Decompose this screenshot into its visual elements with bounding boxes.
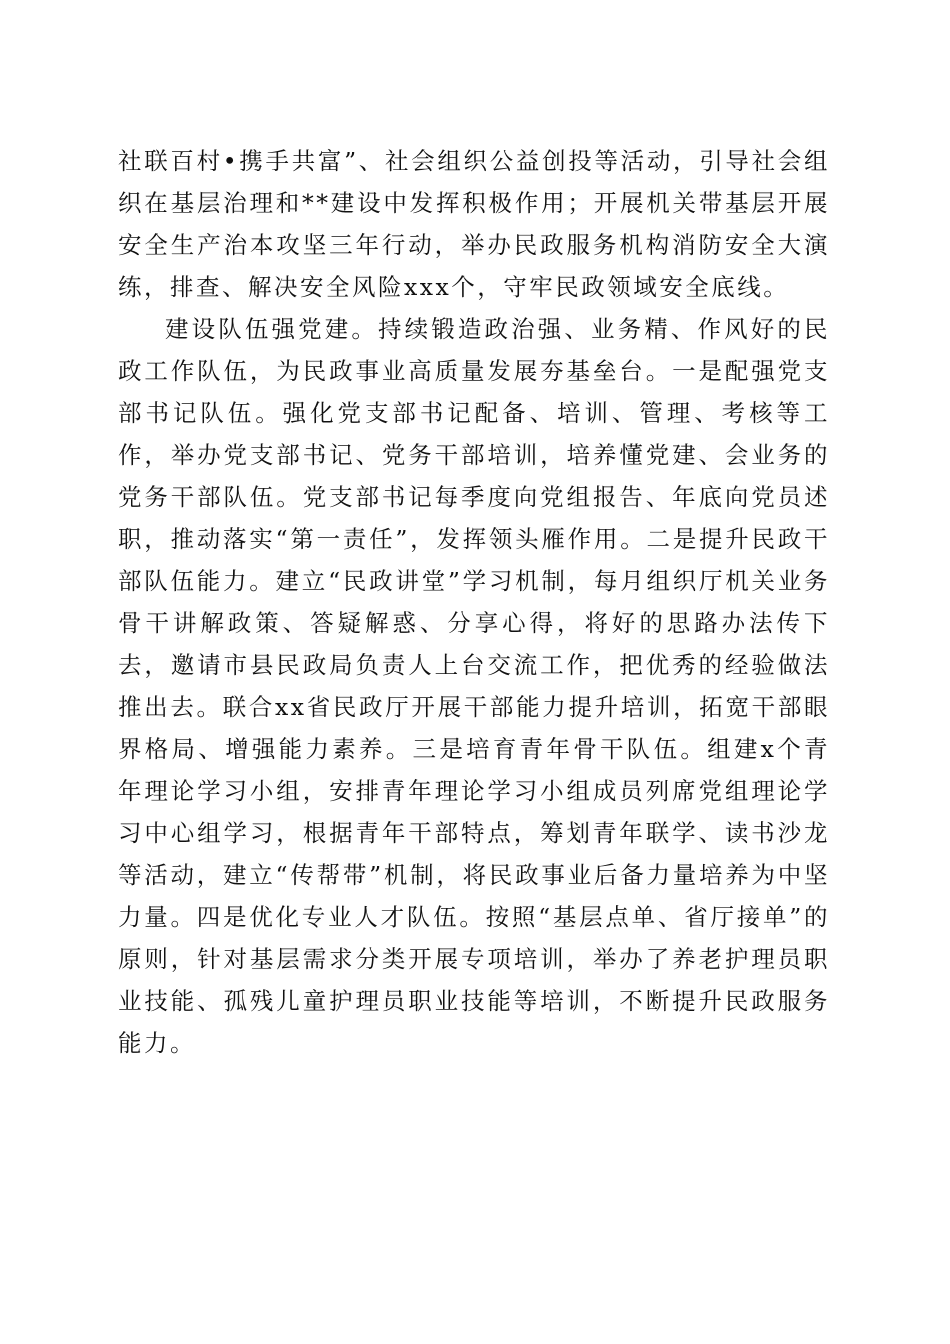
document-body: [118, 140, 830, 1064]
paragraph-team-building: 建设队伍强党建。持续锻造政治强、业务精、作风好的民政工作队伍，为民政事业高质量发展夯基垒台。一是配强党支部书记队伍。强化党支部书记配备、培训、管理、考核等工作，举办党支部书记、党务干部培训，培养懂党建、会业务的党务干部队伍。党支部书记每季度向党组报告、年底向党员述职，推动落实“第一责任”，发挥领头雁作用。二是提升民政干部队伍能力。建立“民政讲堂”学习机制，每月组织厅机关业务骨干讲解政策、答疑解惑、分享心得，将好的思路办法传下去，邀请市县民政局负责人上台交流工作，把优秀的经验做法推出去。联合xx省民政厅开展干部能力提升培训，拓宽干部眼界格局、增强能力素养。三是培育青年骨干队伍。组建x个青年理论学习小组，安排青年理论学习小组成员列席党组理论学习中心组学习，根据青年干部特点，筹划青年联学、读书沙龙等活动，建立“传帮带”机制，将民政事业后备力量培养为中坚力量。四是优化专业人才队伍。按照“基层点单、省厅接单”的原则，针对基层需求分类开展专项培训，举办了养老护理员职业技能、孤残儿童护理员职业技能等培训，不断提升民政服务能力。: [118, 315, 830, 1057]
paragraph-continuation: 社联百村•携手共富”、社会组织公益创投等活动，引导社会组织在基层治理和**建设中发挥积极作用；开展机关带基层开展安全生产治本攻坚三年行动，举办民政服务机构消防安全大演练，排查、解决安全风险xxx个，守牢民政领域安全底线。: [118, 147, 830, 301]
